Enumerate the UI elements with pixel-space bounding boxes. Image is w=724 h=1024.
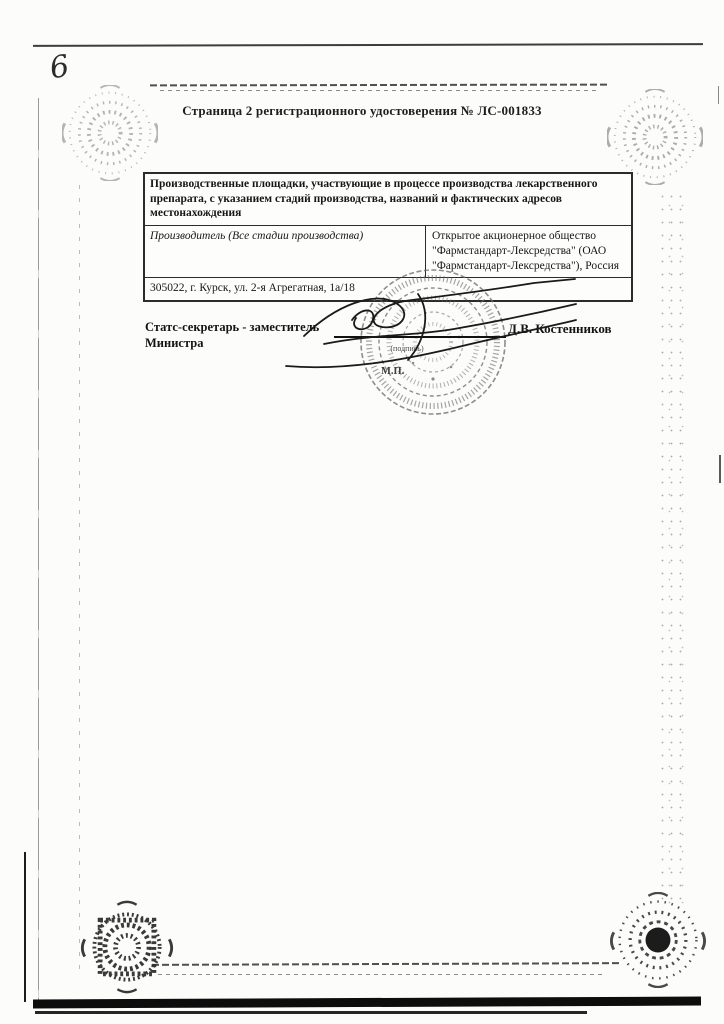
top-ornament-band xyxy=(150,84,610,87)
top-scan-rule xyxy=(33,43,703,47)
handwritten-page-number: 6 xyxy=(47,48,72,87)
rosette-ornament-icon xyxy=(610,892,706,988)
producer-value-cell: Открытое акционерное общество "Фармстандарт-Лексредства" (ОАО "Фармстандарт-Лексредства"), Россия xyxy=(432,230,620,272)
page-title: Страница 2 регистрационного удостоверения № ЛС-001833 xyxy=(182,103,542,118)
bottom-black-bar-secondary xyxy=(35,1011,587,1014)
bottom-black-bar xyxy=(33,997,701,1009)
bottom-ornament-band xyxy=(152,962,620,966)
bottom-ornament-band-thin xyxy=(158,974,603,975)
producer-label-cell: Производитель (Все стадии производства) xyxy=(145,226,426,277)
signatory-name: Д.В. Костенников xyxy=(508,321,612,336)
rosette-ornament-icon xyxy=(79,899,175,995)
top-ornament-band-thin xyxy=(160,90,600,91)
table-header-cell: Производственные площадки, участвующие в процессе производства лекарственного препарата, с указанием стадий производства, названий и фактических адресов местонахождения xyxy=(145,174,631,226)
seal-place-mark: М.П. xyxy=(381,366,405,377)
signature-caption: (подпись) xyxy=(390,344,424,353)
address-cell: 305022, г. Курск, ул. 2-я Агрегатная, 1а/18 xyxy=(150,282,355,295)
ink-dot xyxy=(646,928,671,953)
rosette-ornament-icon xyxy=(62,85,158,181)
right-edge-mark-top xyxy=(718,86,719,104)
left-dotted-border xyxy=(79,185,80,975)
right-guilloche-border xyxy=(658,190,688,910)
left-border-line xyxy=(38,98,39,1008)
bottom-left-edge-line xyxy=(24,852,26,1002)
right-edge-mark xyxy=(719,455,721,483)
signatory-title-line1: Статс-секретарь - заместитель xyxy=(145,320,320,334)
signature-scrawl-icon xyxy=(282,276,578,372)
signatory-title-line2: Министра xyxy=(145,335,204,350)
